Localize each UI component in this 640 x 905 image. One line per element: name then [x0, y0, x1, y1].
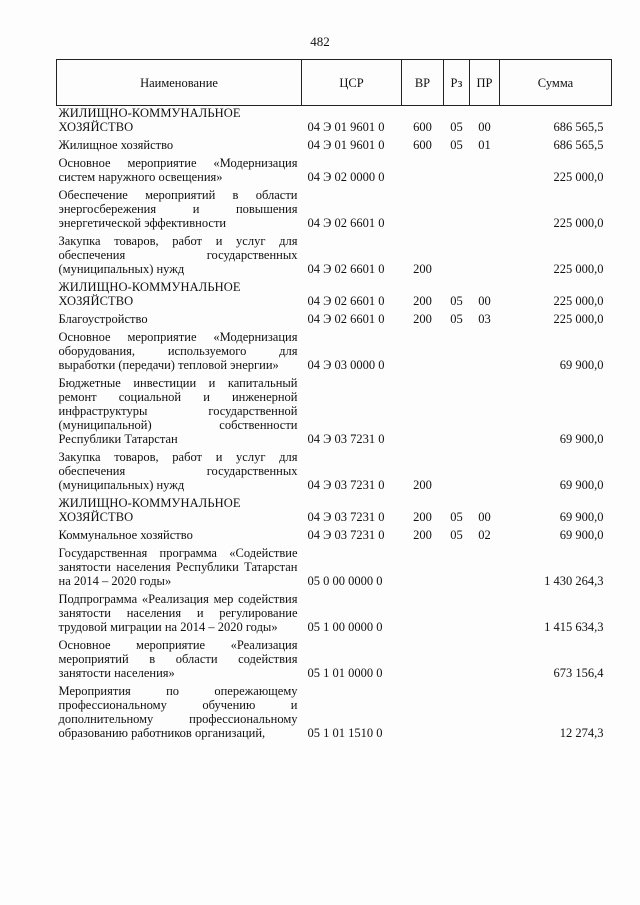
cell-csr: 04 Э 02 6601 0 — [307, 312, 385, 326]
cell-csr: 04 Э 02 6601 0 — [307, 294, 385, 308]
cell-name: Бюджетные инвестиции и капитальный ремонт социальной и инженерной инфраструктуры государственной (муниципальной) собственности Республики Татарстан — [58, 376, 298, 446]
cell-rz — [444, 372, 470, 446]
cell-name: Закупка товаров, работ и услуг для обеспечения государственных (муниципальных) нужд — [58, 234, 298, 276]
cell-csr: 05 1 00 0000 0 — [307, 620, 383, 634]
cell-vr: 200 — [413, 294, 432, 308]
cell-vr — [402, 588, 444, 634]
cell-rz — [444, 634, 470, 680]
cell-pr: 00 — [478, 294, 491, 308]
cell-rz — [444, 184, 470, 230]
page-number: 482 — [310, 34, 330, 49]
cell-sum: 225 000,0 — [553, 312, 604, 326]
table-row — [57, 152, 612, 184]
cell-sum: 225 000,0 — [553, 170, 604, 184]
table-row — [57, 446, 612, 492]
table-row — [57, 372, 612, 446]
cell-rz — [444, 680, 470, 740]
table-row — [57, 326, 612, 372]
header-csr: ЦСР — [302, 60, 402, 106]
table-row — [57, 134, 612, 152]
cell-vr — [402, 634, 444, 680]
cell-vr — [402, 326, 444, 372]
cell-sum: 69 900,0 — [559, 528, 604, 542]
cell-vr: 600 — [413, 120, 432, 134]
cell-vr — [402, 542, 444, 588]
cell-csr: 04 Э 01 9601 0 — [307, 138, 385, 152]
cell-name: ЖИЛИЩНО-КОММУНАЛЬНОЕ ХОЗЯЙСТВО — [58, 106, 241, 134]
cell-name: Коммунальное хозяйство — [58, 528, 193, 542]
cell-pr — [470, 446, 500, 492]
header-sum: Сумма — [500, 60, 612, 106]
cell-sum: 673 156,4 — [553, 666, 604, 680]
header-name: Наименование — [57, 60, 302, 106]
cell-pr — [470, 680, 500, 740]
cell-sum: 12 274,3 — [559, 726, 604, 740]
cell-rz: 05 — [450, 138, 463, 152]
cell-name: Благоустройство — [58, 312, 148, 326]
cell-name: Мероприятия по опережающему профессиональному обучению и дополнительному профессиональному образованию работников организаций, — [58, 684, 298, 740]
table-row — [57, 492, 612, 524]
cell-sum: 686 565,5 — [553, 138, 604, 152]
cell-csr: 04 Э 03 7231 0 — [307, 528, 385, 542]
cell-pr: 01 — [478, 138, 491, 152]
cell-vr: 200 — [413, 510, 432, 524]
cell-name: Обеспечение мероприятий в области энергосбережения и повышения энергетической эффективности — [58, 188, 298, 230]
header-rz: Рз — [444, 60, 470, 106]
cell-vr: 200 — [413, 528, 432, 542]
table-row — [57, 588, 612, 634]
cell-csr: 05 1 01 0000 0 — [307, 666, 383, 680]
budget-table — [56, 59, 612, 740]
cell-pr — [470, 230, 500, 276]
table-row — [57, 308, 612, 326]
cell-pr — [470, 372, 500, 446]
cell-pr — [470, 588, 500, 634]
cell-csr: 04 Э 01 9601 0 — [307, 120, 385, 134]
cell-pr: 03 — [478, 312, 491, 326]
cell-sum: 225 000,0 — [553, 216, 604, 230]
cell-pr — [470, 634, 500, 680]
table-row — [57, 184, 612, 230]
cell-vr: 200 — [413, 312, 432, 326]
cell-csr: 05 1 01 1510 0 — [307, 726, 383, 740]
table-row — [57, 230, 612, 276]
cell-sum: 69 900,0 — [559, 358, 604, 372]
cell-pr — [470, 152, 500, 184]
cell-sum: 69 900,0 — [559, 432, 604, 446]
cell-name: ЖИЛИЩНО-КОММУНАЛЬНОЕ ХОЗЯЙСТВО — [58, 496, 241, 524]
cell-vr — [402, 184, 444, 230]
cell-name: Основное мероприятие «Реализация мероприятий в области содействия занятости населения» — [58, 638, 298, 680]
table-row — [57, 276, 612, 308]
table-row — [57, 542, 612, 588]
cell-name: Жилищное хозяйство — [58, 138, 174, 152]
cell-name: Основное мероприятие «Модернизация систем наружного освещения» — [58, 156, 298, 184]
cell-vr — [402, 372, 444, 446]
cell-vr: 600 — [413, 138, 432, 152]
cell-pr: 02 — [478, 528, 491, 542]
table-row — [57, 680, 612, 740]
cell-rz — [444, 588, 470, 634]
header-pr: ПР — [470, 60, 500, 106]
cell-csr: 04 Э 02 0000 0 — [307, 170, 385, 184]
cell-rz: 05 — [450, 528, 463, 542]
cell-csr: 04 Э 02 6601 0 — [307, 262, 385, 276]
cell-rz: 05 — [450, 294, 463, 308]
cell-csr: 04 Э 02 6601 0 — [307, 216, 385, 230]
cell-vr: 200 — [413, 478, 432, 492]
cell-rz: 05 — [450, 510, 463, 524]
cell-sum: 686 565,5 — [553, 120, 604, 134]
cell-pr — [470, 542, 500, 588]
cell-pr — [470, 184, 500, 230]
header-vr: ВР — [402, 60, 444, 106]
table-row — [57, 106, 612, 135]
cell-rz — [444, 230, 470, 276]
cell-rz — [444, 446, 470, 492]
cell-name: ЖИЛИЩНО-КОММУНАЛЬНОЕ ХОЗЯЙСТВО — [58, 280, 241, 308]
cell-name: Закупка товаров, работ и услуг для обеспечения государственных (муниципальных) нужд — [58, 450, 298, 492]
cell-rz — [444, 542, 470, 588]
cell-vr: 200 — [413, 262, 432, 276]
cell-name: Государственная программа «Содействие занятости населения Республики Татарстан на 2014 – 2020 годы» — [58, 546, 298, 588]
cell-rz — [444, 326, 470, 372]
cell-sum: 1 415 634,3 — [544, 620, 604, 634]
cell-sum: 225 000,0 — [553, 262, 604, 276]
cell-rz: 05 — [450, 120, 463, 134]
cell-name: Основное мероприятие «Модернизация оборудования, используемого для выработки (передачи) тепловой энергии» — [58, 330, 298, 372]
table-row — [57, 524, 612, 542]
cell-sum: 1 430 264,3 — [544, 574, 604, 588]
cell-rz: 05 — [450, 312, 463, 326]
table-header-row — [57, 60, 612, 106]
cell-vr — [402, 680, 444, 740]
cell-csr: 04 Э 03 0000 0 — [307, 358, 385, 372]
cell-sum: 69 900,0 — [559, 510, 604, 524]
cell-csr: 04 Э 03 7231 0 — [307, 510, 385, 524]
cell-csr: 04 Э 03 7231 0 — [307, 432, 385, 446]
cell-csr: 05 0 00 0000 0 — [307, 574, 383, 588]
cell-csr: 04 Э 03 7231 0 — [307, 478, 385, 492]
cell-pr: 00 — [478, 510, 491, 524]
cell-pr: 00 — [478, 120, 491, 134]
cell-sum: 69 900,0 — [559, 478, 604, 492]
table-row — [57, 634, 612, 680]
cell-pr — [470, 326, 500, 372]
cell-name: Подпрограмма «Реализация мер содействия занятости населения и регулирование трудовой миграции на 2014 – 2020 годы» — [58, 592, 298, 634]
cell-vr — [402, 152, 444, 184]
cell-sum: 225 000,0 — [553, 294, 604, 308]
cell-rz — [444, 152, 470, 184]
